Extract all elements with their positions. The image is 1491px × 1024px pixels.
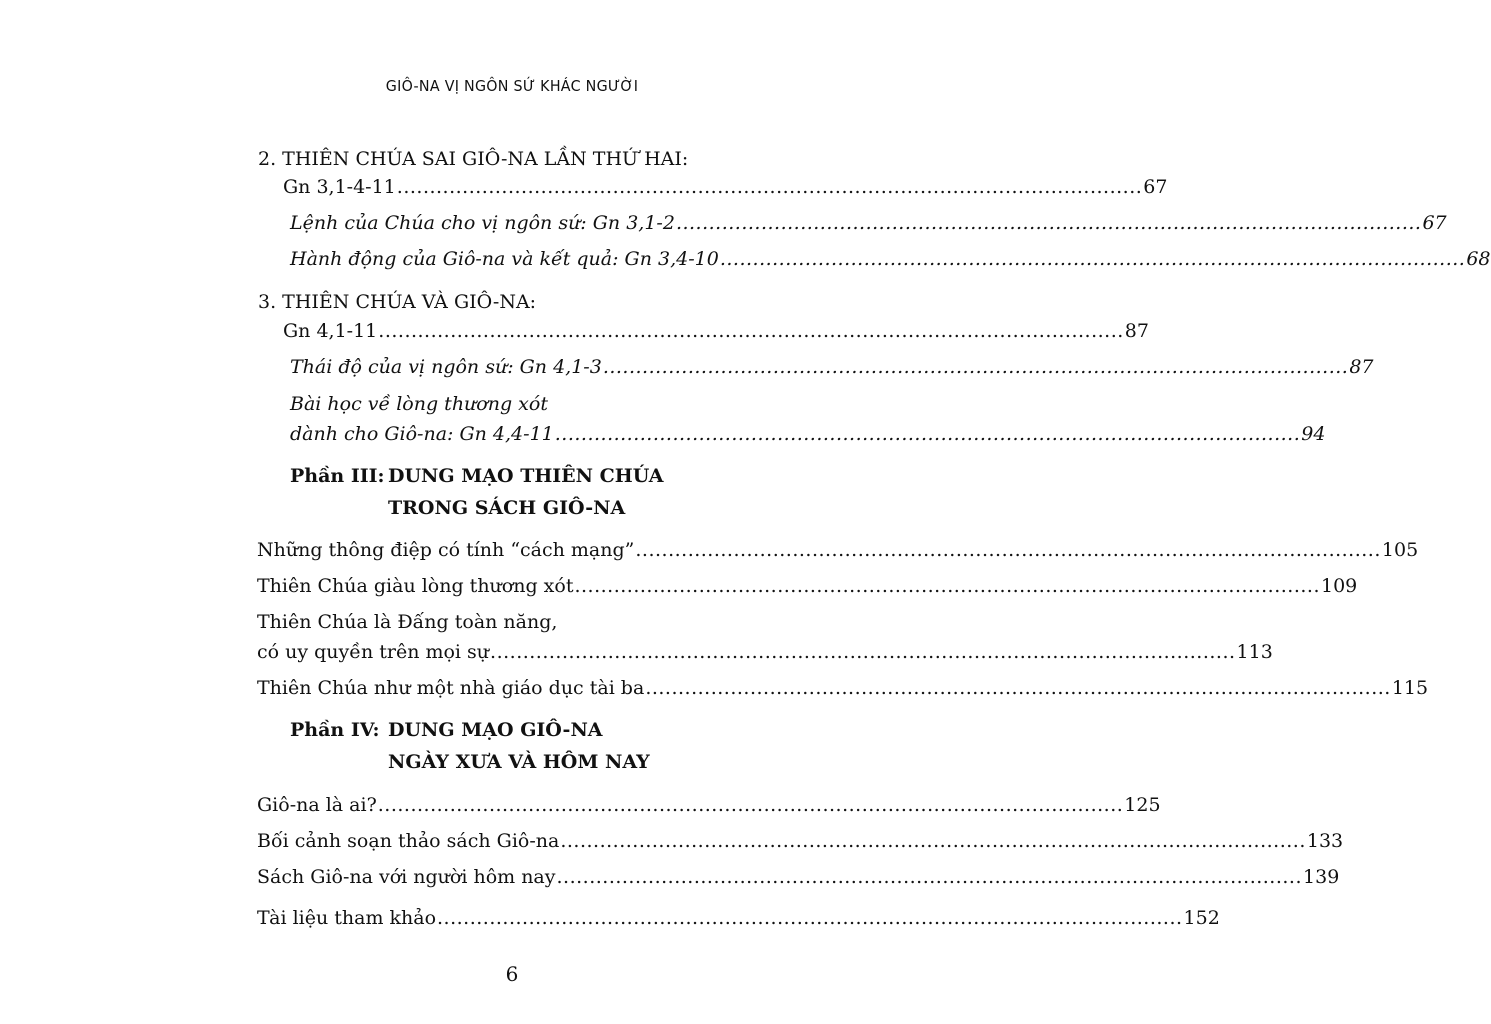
part-3-title-line2: TRONG SÁCH GIÔ-NA xyxy=(388,497,626,519)
toc-entry-page: 125 xyxy=(1124,794,1161,816)
toc-entry-title: Gn 4,1-11 xyxy=(283,320,378,342)
dot-leader: .................................................................................................................. xyxy=(378,320,1124,342)
running-head: GIÔ-NA VỊ NGÔN SỨ KHÁC NGƯỜI xyxy=(385,77,639,95)
toc-entry xyxy=(257,677,1429,699)
toc-entry xyxy=(257,575,1358,597)
dot-leader: .................................................................................................................. xyxy=(574,575,1320,597)
toc-entry-line1: Bài học về lòng thương xót xyxy=(290,393,548,415)
toc-entry xyxy=(290,356,1374,378)
toc-entry xyxy=(283,176,1168,198)
dot-leader: .................................................................................................................. xyxy=(719,248,1466,270)
toc-entry xyxy=(257,641,1273,663)
toc-entry-page: 109 xyxy=(1320,575,1358,597)
toc-entry xyxy=(290,248,1491,270)
toc-entry xyxy=(257,866,1340,888)
toc-entry-page: 105 xyxy=(1381,539,1419,561)
toc-entry xyxy=(290,423,1326,445)
toc-entry-title: có uy quyền trên mọi sự xyxy=(257,641,490,663)
dot-leader: .................................................................................................................. xyxy=(560,830,1306,852)
toc-entry-page: 152 xyxy=(1183,907,1220,929)
toc-entry xyxy=(257,539,1419,561)
dot-leader: .................................................................................................................. xyxy=(556,866,1303,888)
page-number: 6 xyxy=(505,962,519,986)
part-4-label: Phần IV: xyxy=(290,719,380,741)
toc-entry-title: Thiên Chúa giàu lòng thương xót xyxy=(257,575,574,597)
part-4-title-line2: NGÀY XƯA VÀ HÔM NAY xyxy=(388,751,650,773)
dot-leader: .................................................................................................................. xyxy=(645,677,1391,699)
section-2-heading: 2. THIÊN CHÚA SAI GIÔ-NA LẦN THỨ HAI: xyxy=(258,148,689,170)
toc-entry xyxy=(257,794,1161,816)
dot-leader: .................................................................................................................. xyxy=(377,794,1124,816)
part-4-title-line1: DUNG MẠO GIÔ-NA xyxy=(388,719,603,741)
dot-leader: .................................................................................................................. xyxy=(437,907,1183,929)
toc-entry xyxy=(283,320,1149,342)
toc-entry-title: Thiên Chúa như một nhà giáo dục tài ba xyxy=(257,677,645,699)
toc-entry-page: 94 xyxy=(1301,423,1326,445)
toc-entry-title: Gn 3,1-4-11 xyxy=(283,176,396,198)
toc-entry-page: 113 xyxy=(1236,641,1273,663)
toc-entry xyxy=(290,212,1447,234)
toc-entry-title: Hành động của Giô-na và kết quả: Gn 3,4-10 xyxy=(290,248,719,270)
toc-entry-page: 87 xyxy=(1124,320,1149,342)
toc-entry-title: Lệnh của Chúa cho vị ngôn sứ: Gn 3,1-2 xyxy=(290,212,675,234)
toc-entry-title: Bối cảnh soạn thảo sách Giô-na xyxy=(257,830,560,852)
toc-entry-title: Giô-na là ai? xyxy=(257,794,377,816)
dot-leader: .................................................................................................................. xyxy=(602,356,1349,378)
toc-entry-title: dành cho Giô-na: Gn 4,4-11 xyxy=(290,423,554,445)
toc-entry-page: 133 xyxy=(1306,830,1344,852)
toc-entry-title: Tài liệu tham khảo xyxy=(257,907,437,929)
section-3-heading: 3. THIÊN CHÚA VÀ GIÔ-NA: xyxy=(258,291,537,313)
part-3-title-line1: DUNG MẠO THIÊN CHÚA xyxy=(388,465,664,487)
toc-entry-title: Những thông điệp có tính “cách mạng” xyxy=(257,539,635,561)
toc-entry-page: 115 xyxy=(1391,677,1429,699)
toc-entry-line1: Thiên Chúa là Đấng toàn năng, xyxy=(257,611,558,633)
dot-leader: .................................................................................................................. xyxy=(635,539,1381,561)
dot-leader: .................................................................................................................. xyxy=(675,212,1422,234)
toc-entry xyxy=(257,830,1344,852)
dot-leader: .................................................................................................................. xyxy=(490,641,1236,663)
toc-entry-page: 139 xyxy=(1303,866,1340,888)
toc-entry-title: Sách Giô-na với người hôm nay xyxy=(257,866,556,888)
toc-entry-page: 68 xyxy=(1466,248,1491,270)
toc-entry-title: Thái độ của vị ngôn sứ: Gn 4,1-3 xyxy=(290,356,602,378)
toc-entry-page: 67 xyxy=(1422,212,1447,234)
toc-entry-page: 87 xyxy=(1349,356,1374,378)
toc-entry-page: 67 xyxy=(1143,176,1168,198)
dot-leader: .................................................................................................................. xyxy=(396,176,1143,198)
toc-entry-references xyxy=(257,907,1220,929)
part-3-label: Phần III: xyxy=(290,465,385,487)
dot-leader: .................................................................................................................. xyxy=(554,423,1301,445)
